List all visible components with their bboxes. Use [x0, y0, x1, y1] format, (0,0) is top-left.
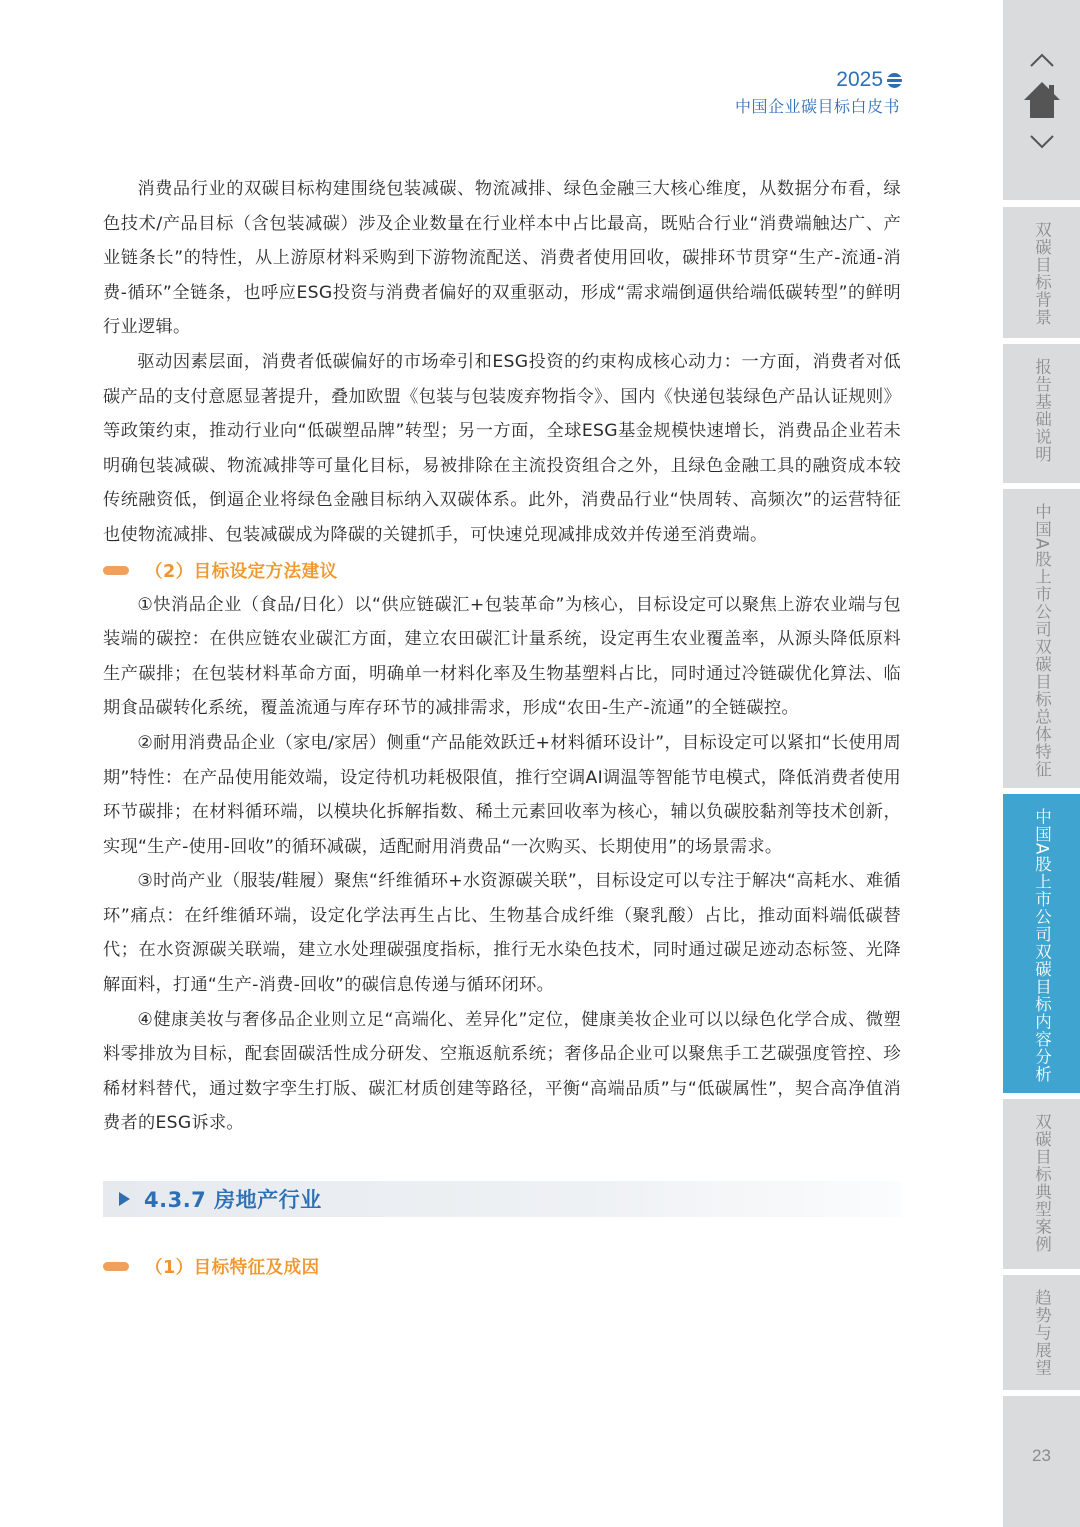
paragraph: ②耐用消费品企业（家电/家居）侧重“产品能效跃迁+材料循环设计”，目标设定可以紧扣“长使用周期”特性：在产品使用能效端，设定待机功耗极限值，推行空调AI调温等智能节电模式，降低消费者使用环节碳排；在材料循环端，以模块化拆解指数、稀土元素回收率为核心，辅以负碳胶黏剂等技术创新，实现“生产-使用-回收”的循环减碳，适配耐用消费品“一次购买、长期使用”的场景需求。 [103, 732, 902, 857]
nav-tab-typical-cases[interactable] [1003, 1099, 1080, 1269]
header-year-text: 2025 [836, 68, 883, 91]
side-nav [1003, 0, 1080, 1527]
nav-tab-label: 趋势与展望 [1032, 1289, 1052, 1377]
paragraph: 驱动因素层面，消费者低碳偏好的市场牵引和ESG投资的约束构成核心动力：一方面，消费者对低碳产品的支付意愿显著提升，叠加欧盟《包装与包装废弃物指令》、国内《快递包装绿色产品认证规则》等政策约束，推动行业向“低碳塑品牌”转型；另一方面，全球ESG基金规模快速增长，消费品企业若未明确包装减碳、物流减排等可量化目标，易被排除在主流投资组合之外，且绿色金融工具的融资成本较传统融资低，倒逼企业将绿色金融目标纳入双碳体系。此外，消费品行业“快周转、高频次”的运营特征也使物流减排、包装减碳成为降碳的关键抓手，可快速兑现减排成效并传递至消费端。 [103, 351, 901, 545]
main-content [103, 172, 901, 1284]
bullet-pill-icon [103, 566, 129, 575]
home-icon[interactable] [1022, 80, 1062, 120]
nav-tab-label: 中国A股上市公司双碳目标内容分析 [1032, 808, 1052, 1083]
header-subtitle: 中国企业碳目标白皮书 [734, 97, 900, 116]
chevron-up-icon[interactable] [1029, 52, 1055, 68]
paragraph: 消费品行业的双碳目标构建围绕包装减碳、物流减排、绿色金融三大核心维度，从数据分布看，绿色技术/产品目标（含包装减碳）涉及企业数量在行业样本中占比最高，既贴合行业“消费端触达广、产业链条长”的特性，从上游原材料采购到下游物流配送、消费者使用回收，碳排环节贯穿“生产-流通-消费-循环”全链条，也呼应ESG投资与消费者偏好的双重驱动，形成“需求端倒逼供给端低碳转型”的鲜明行业逻辑。 [103, 179, 901, 338]
section-title: 4.3.7 房地产行业 [144, 1188, 322, 1213]
nav-tab-label: 中国A股上市公司双碳目标总体特征 [1032, 503, 1052, 778]
nav-tab-label: 双碳目标典型案例 [1032, 1113, 1052, 1253]
nav-tab-background[interactable] [1003, 207, 1080, 338]
paragraph: ④健康美妆与奢侈品企业则立足“高端化、差异化”定位，健康美妆企业可以以绿色化学合成、微塑料零排放为目标，配套固碳活性成分研发、空瓶返航系统；奢侈品企业可以聚焦手工艺碳强度管控、珍稀材料替代，通过数字孪生打版、碳汇材质创建等路径，平衡“高端品质”与“低碳属性”，契合高净值消费者的ESG诉求。 [103, 1009, 901, 1134]
nav-tab-content-analysis[interactable] [1003, 794, 1080, 1093]
triangle-right-icon [119, 1192, 130, 1206]
nav-tab-report-basis[interactable] [1003, 344, 1080, 483]
paragraph: ③时尚产业（服装/鞋履）聚焦“纤维循环+水资源碳关联”，目标设定可以专注于解决“高耗水、难循环”痛点：在纤维循环端，设定化学法再生占比、生物基合成纤维（聚乳酸）占比，推动面料端低碳替代；在水资源碳关联端，建立水处理碳强度指标，推行无水染色技术，同时通过碳足迹动态标签、光降解面料，打通“生产-消费-回收”的碳信息传递与循环闭环。 [103, 871, 902, 996]
page-number-box [1003, 1396, 1080, 1527]
nav-tab-label: 报告基础说明 [1032, 358, 1052, 463]
subheading-method [103, 553, 901, 588]
subheading-text: （1）目标特征及成因 [145, 1258, 320, 1279]
bullet-pill-icon [103, 1262, 129, 1271]
page-number: 23 [1032, 1446, 1051, 1465]
nav-controls [1003, 0, 1080, 200]
subheading-features [103, 1249, 901, 1284]
chevron-down-icon[interactable] [1029, 134, 1055, 150]
paragraph: ①快消品企业（食品/日化）以“供应链碳汇+包装革命”为核心，目标设定可以聚焦上游农业端与包装端的碳控：在供应链农业碳汇方面，建立农田碳汇计量系统，设定再生农业覆盖率，从源头降低原料生产碳排；在包装材料革命方面，明确单一材料化率及生物基塑料占比，同时通过冷链碳优化算法、临期食品碳转化系统，覆盖流通与库存环节的减排需求，形成“农田-生产-流通”的全链碳控。 [103, 594, 901, 719]
nav-tab-label: 双碳目标背景 [1032, 221, 1052, 326]
header-year [836, 68, 902, 92]
nav-tab-trends[interactable] [1003, 1275, 1080, 1390]
subheading-text: （2）目标设定方法建议 [145, 561, 338, 582]
nav-tab-overall-features[interactable] [1003, 489, 1080, 788]
section-heading [103, 1181, 901, 1217]
globe-icon [887, 73, 902, 88]
